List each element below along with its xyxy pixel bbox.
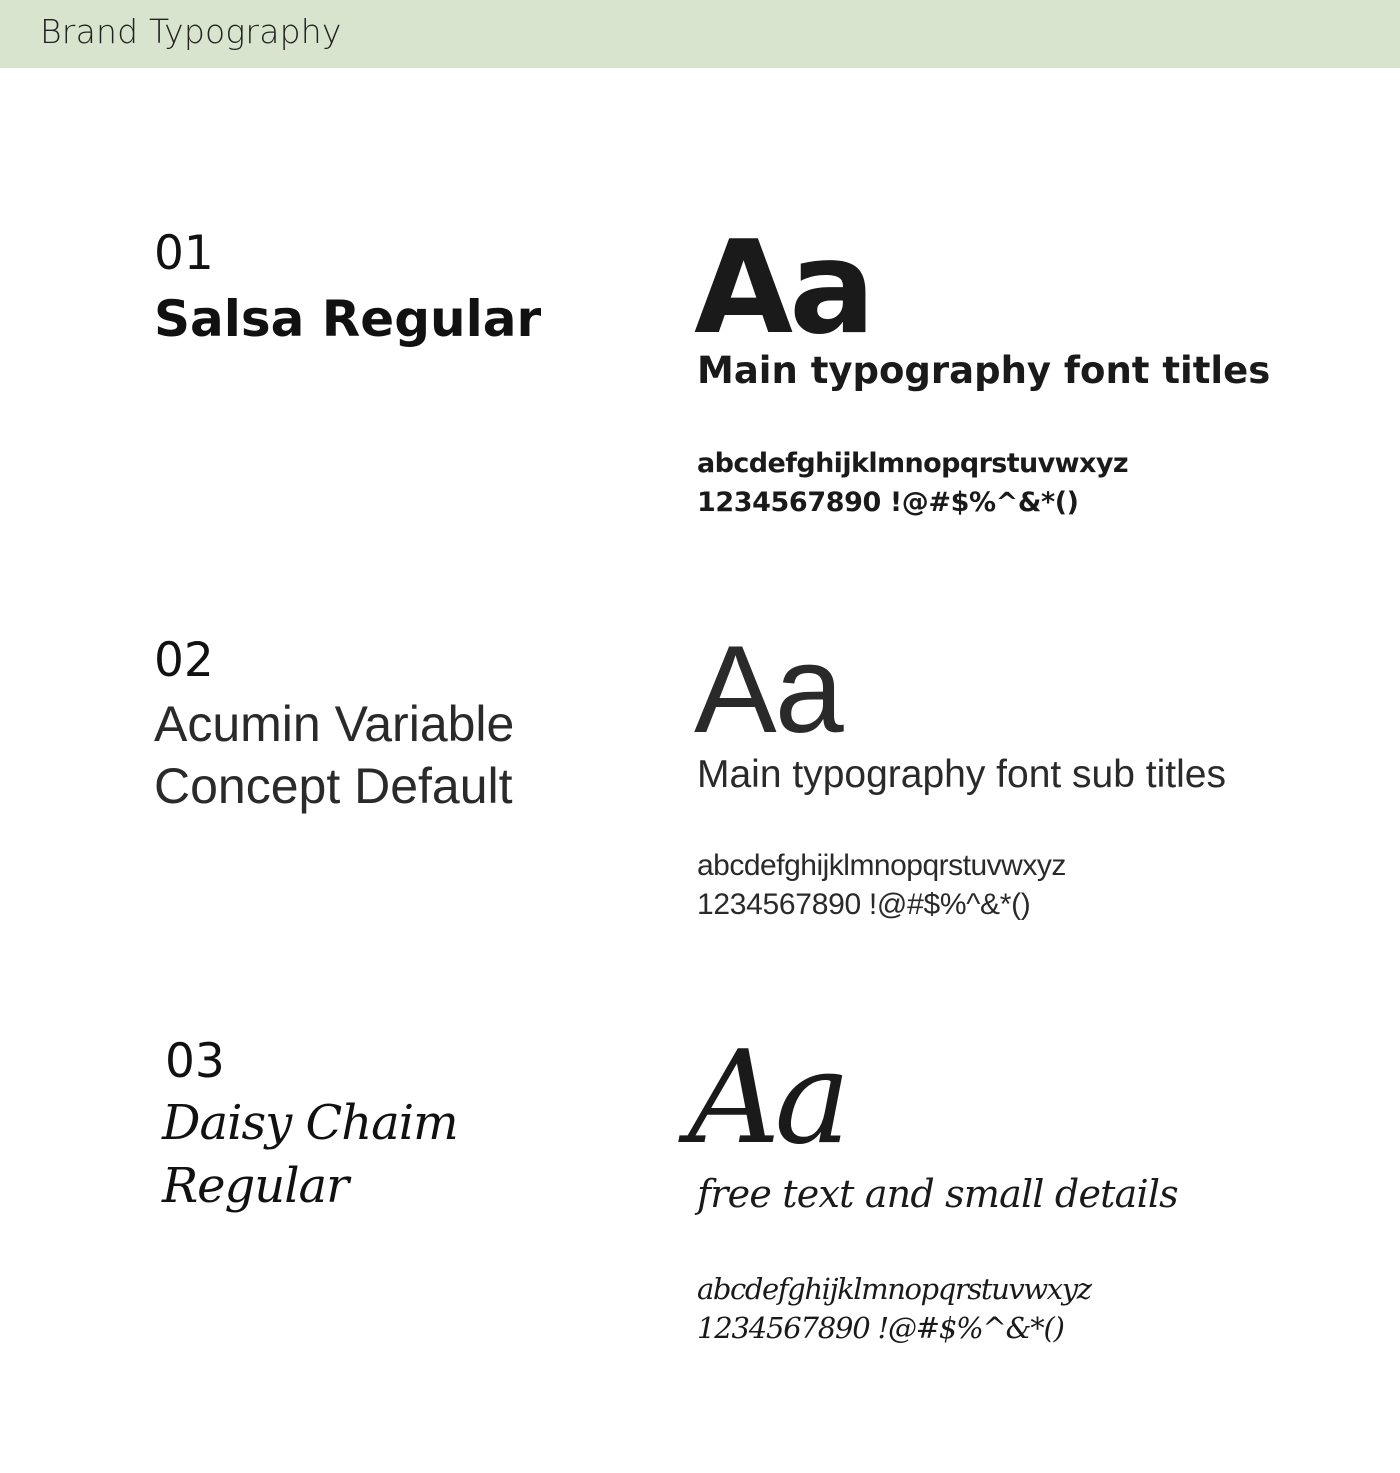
- font-name-line-1: Daisy Chaim: [162, 1095, 458, 1151]
- font-usage: Main typography font sub titles: [697, 753, 1226, 796]
- section-number: 03: [165, 1034, 225, 1089]
- lowercase-alphabet: abcdefghijklmnopqrstuvwxyz: [697, 448, 1128, 479]
- section-number: 01: [154, 226, 214, 281]
- font-name-line-2: Regular: [162, 1158, 349, 1214]
- font-usage: Main typography font titles: [697, 349, 1271, 392]
- font-name: Salsa Regular: [154, 290, 542, 348]
- font-name-line-1: Acumin Variable: [154, 696, 515, 752]
- page-title: Brand Typography: [40, 12, 342, 51]
- section-number: 02: [154, 633, 214, 688]
- header-bar: [0, 0, 1400, 68]
- lowercase-alphabet: abcdefghijklmnopqrstuvwxyz: [697, 1272, 1091, 1306]
- numbers-symbols: 1234567890 !@#$%^&*(): [697, 1311, 1064, 1345]
- font-usage: free text and small details: [697, 1172, 1178, 1216]
- lowercase-alphabet: abcdefghijklmnopqrstuvwxyz: [697, 849, 1066, 882]
- font-name-line-2: Concept Default: [154, 758, 513, 814]
- specimen-glyphs: Aa: [694, 214, 872, 363]
- numbers-symbols: 1234567890 !@#$%^&*(): [697, 888, 1031, 921]
- numbers-symbols: 1234567890 !@#$%^&*(): [697, 487, 1079, 518]
- specimen-glyphs: Aa: [688, 1024, 845, 1173]
- specimen-glyphs: Aa: [694, 621, 842, 759]
